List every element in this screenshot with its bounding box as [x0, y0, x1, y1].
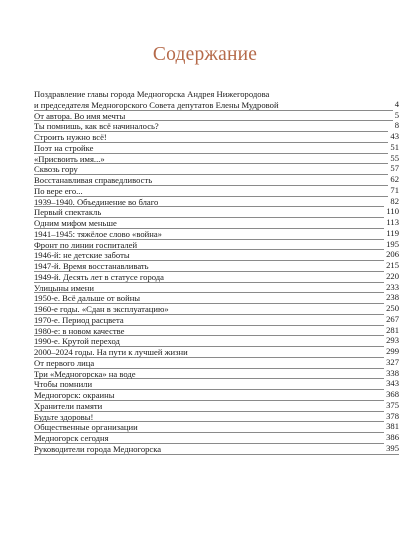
- toc-entry-title: 1980-е: в новом качестве: [34, 325, 125, 336]
- toc-entry-title: От первого лица: [34, 357, 95, 368]
- toc-entry-title: Общественные организации: [34, 422, 138, 433]
- toc-page-number: 215: [386, 260, 399, 270]
- toc-entry-title: 1947-й. Время восстанавливать: [34, 261, 149, 271]
- toc-entry: [34, 229, 399, 240]
- toc-entry-title: 1970-е. Период расцвета: [34, 314, 124, 325]
- toc-page-number: 343: [386, 378, 399, 389]
- toc-page-number: 375: [386, 399, 399, 410]
- toc-page-number: 195: [386, 238, 399, 249]
- toc-page-number: 381: [386, 421, 399, 432]
- toc-entry: [34, 433, 399, 444]
- toc-page-number: 4: [394, 98, 399, 109]
- toc-page-number: 238: [386, 292, 399, 303]
- toc-page-number: 62: [390, 174, 399, 184]
- toc-page-number: 113: [386, 217, 399, 227]
- toc-entry-title: 1960-е годы. «Сдан в эксплуатацию»: [34, 304, 169, 314]
- toc-page-number: 267: [386, 313, 399, 324]
- toc-page-number: 57: [390, 163, 399, 174]
- toc-entry-title: Поздравление главы города Медногорска Андрея Нижегородова: [34, 89, 270, 99]
- toc-entry-title: 1939–1940. Объединение во благо: [34, 196, 159, 207]
- toc-entry: [34, 444, 399, 455]
- toc-entry-title: 1941–1945: тяжёлое слово «война»: [34, 228, 162, 239]
- toc-entry-title: Ты помнишь, как всё начиналось?: [34, 121, 159, 132]
- toc-entry: [34, 283, 399, 294]
- toc-entry: [34, 261, 399, 272]
- toc-entry-title: Строить нужно всё!: [34, 132, 107, 142]
- toc-entry: [34, 121, 399, 132]
- toc-entry: [34, 390, 399, 401]
- toc-entry: [34, 207, 399, 218]
- toc-entry: [34, 186, 399, 197]
- toc-entry: [34, 358, 399, 369]
- toc-entry-title: 2000–2024 годы. На пути к лучшей жизни: [34, 347, 188, 357]
- toc-entry: [34, 154, 399, 165]
- toc-entry: [34, 164, 399, 175]
- toc-page-number: 55: [390, 152, 399, 163]
- toc-entry: [34, 197, 399, 208]
- toc-entry: [34, 379, 399, 390]
- toc-page-number: 327: [386, 356, 399, 367]
- toc-entry: [34, 218, 399, 229]
- toc-entry-title: 1946-й: не детские заботы: [34, 250, 130, 261]
- toc-entry: [34, 315, 399, 326]
- toc-entry-title: 1990-е. Крутой переход: [34, 336, 120, 347]
- toc-entry-title: Руководители города Медногорска: [34, 443, 162, 454]
- toc-page-number: 368: [386, 389, 399, 399]
- toc-page-number: 71: [390, 184, 399, 195]
- toc-page-number: 110: [386, 206, 399, 217]
- toc-entry-title: Сквозь гору: [34, 164, 78, 175]
- toc-page-number: 338: [386, 367, 399, 378]
- toc-entry: [34, 347, 399, 358]
- toc-entry-title: Улицыны имени: [34, 282, 94, 293]
- toc-page-number: 43: [390, 131, 399, 141]
- toc-entry: [34, 412, 399, 423]
- toc-entry-title: По вере его...: [34, 185, 83, 196]
- page-title: Содержание: [152, 44, 258, 65]
- toc-page-number: 220: [386, 270, 399, 281]
- toc-entry-title: и председателя Медногорского Совета депутатов Елены Мудровой: [34, 99, 279, 110]
- toc-entry-title: «Присвоить имя...»: [34, 153, 105, 164]
- toc-entry: [34, 250, 399, 261]
- toc-entry: [34, 369, 399, 380]
- toc-entry-title: Восстанавливая справедливость: [34, 175, 153, 185]
- toc-page-number: 206: [386, 249, 399, 260]
- toc-entry: [34, 132, 399, 143]
- toc-entry-title: 1950-е. Всё дальше от войны: [34, 293, 141, 304]
- toc-entry: [34, 272, 399, 283]
- toc-entry-title: Одним мифом меньше: [34, 218, 117, 228]
- toc-page-number: 8: [394, 120, 399, 131]
- toc-page-number: 233: [386, 281, 399, 292]
- toc-entry-title: Три «Медногорска» на воде: [34, 368, 136, 379]
- toc-entry-title: Хранители памяти: [34, 400, 103, 411]
- toc-entry: [34, 336, 399, 347]
- toc-entry: [34, 143, 399, 154]
- toc-page-number: 119: [386, 227, 399, 238]
- toc-entry: [34, 401, 399, 412]
- table-of-contents: [34, 89, 399, 455]
- toc-entry-title: Чтобы помнили: [34, 379, 93, 390]
- toc-page-number: 395: [386, 442, 399, 453]
- toc-entry: [34, 111, 399, 122]
- toc-entry: [34, 304, 399, 315]
- toc-page-number: 82: [390, 195, 399, 206]
- toc-entry: [34, 293, 399, 304]
- toc-entry: [34, 89, 399, 111]
- toc-page-number: 250: [386, 303, 399, 313]
- toc-page-number: 299: [386, 346, 399, 356]
- toc-entry-title: От автора. Во имя мечты: [34, 110, 126, 121]
- toc-entry-title: Первый спектакль: [34, 207, 102, 218]
- toc-page-number: 281: [386, 324, 399, 335]
- toc-entry-title: Медногорск сегодня: [34, 433, 109, 443]
- toc-page-number: 5: [394, 109, 399, 120]
- toc-entry: [34, 240, 399, 251]
- toc-entry-title: Поэт на стройке: [34, 142, 94, 153]
- toc-page-number: 293: [386, 335, 399, 346]
- toc-entry-title: Фронт по линии госпиталей: [34, 239, 138, 250]
- toc-entry: [34, 326, 399, 337]
- toc-entry: [34, 175, 399, 186]
- toc-entry: [34, 422, 399, 433]
- toc-entry-title: Медногорск: окраины: [34, 390, 115, 400]
- toc-page-number: 378: [386, 410, 399, 421]
- toc-entry-title: Будьте здоровы!: [34, 411, 94, 422]
- toc-entry-title: 1949-й. Десять лет в статусе города: [34, 271, 164, 282]
- toc-page-number: 386: [386, 432, 399, 442]
- toc-page-number: 51: [390, 141, 399, 152]
